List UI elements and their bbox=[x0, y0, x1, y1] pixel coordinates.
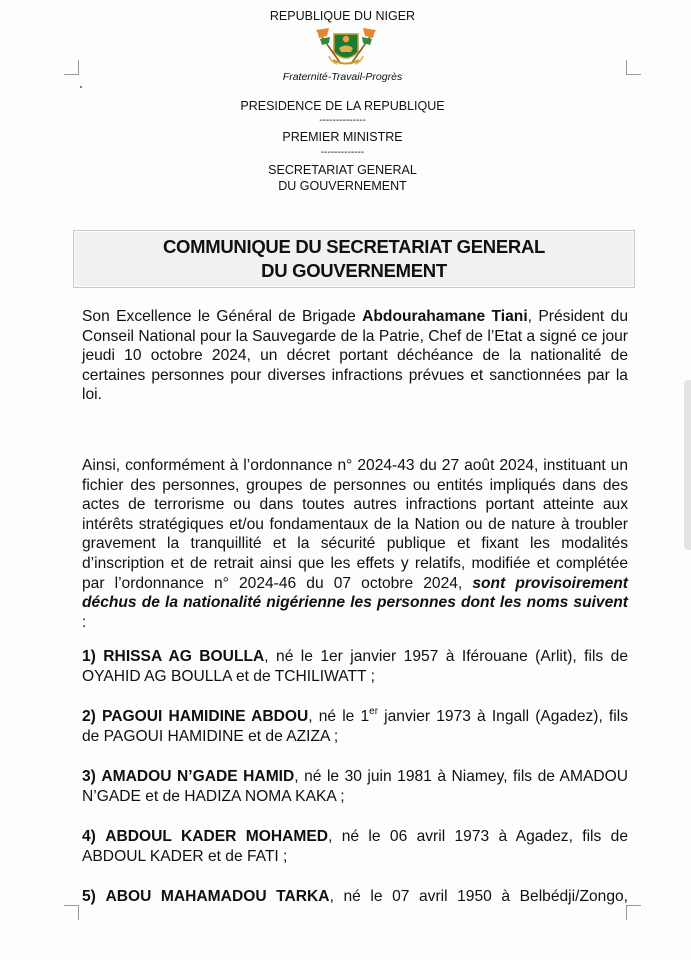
header-prime-minister: PREMIER MINISTRE bbox=[282, 130, 403, 144]
list-item bbox=[82, 767, 628, 807]
list-item bbox=[82, 647, 628, 687]
communique-title-box bbox=[73, 230, 635, 288]
list-item-number: 3) bbox=[82, 768, 96, 785]
person-details-cont: janvier 1973 à Ingall (Agadez), fils de PAGOUI HAMIDINE et de AZIZA ; bbox=[82, 708, 628, 745]
person-name: ABOU MAHAMADOU TARKA bbox=[105, 888, 330, 905]
paragraph-ordinance bbox=[82, 456, 628, 632]
title-line-1: COMMUNIQUE DU SECRETARIAT GENERAL bbox=[162, 236, 546, 257]
person-name: RHISSA AG BOULLA bbox=[103, 648, 265, 665]
person-name: ABDOUL KADER MOHAMED bbox=[105, 828, 329, 845]
head-of-state-name: Abdourahamane Tiani bbox=[362, 308, 528, 325]
paragraph-2-emphasis: sont provisoirement déchus de la nationalité nigérienne les personnes dont les noms suivent bbox=[82, 574, 628, 612]
crop-mark-top-left bbox=[64, 60, 79, 75]
list-item bbox=[82, 827, 628, 867]
stray-dot bbox=[80, 86, 82, 88]
scrollbar[interactable] bbox=[684, 380, 691, 550]
person-name: PAGOUI HAMIDINE ABDOU bbox=[102, 708, 309, 725]
list-item-number: 4) bbox=[82, 828, 96, 845]
person-details: , né le 07 avril 1950 à Belbédji/Zongo, bbox=[329, 888, 628, 905]
paragraph-2-end: : bbox=[82, 613, 87, 631]
header-motto: Fraternité-Travail-Progrès bbox=[282, 71, 403, 83]
person-details: , né le 06 avril 1973 à Agadez, fils de ABDOUL KADER et de FATI ; bbox=[82, 828, 628, 865]
header-separator-2: ------------- bbox=[320, 147, 365, 158]
person-details: , né le 1er janvier 1957 à Iférouane (Arlit), fils de OYAHID AG BOULLA et de TCHILIWATT ; bbox=[82, 648, 628, 685]
list-item-number: 5) bbox=[82, 888, 96, 905]
crop-mark-bottom-right bbox=[626, 905, 641, 920]
header-republic: REPUBLIQUE DU NIGER bbox=[269, 9, 416, 23]
list-item-number: 2) bbox=[82, 708, 96, 725]
crop-mark-bottom-left bbox=[64, 905, 79, 920]
header-secretariat-line1: SECRETARIAT GENERAL bbox=[268, 163, 417, 177]
niger-coat-of-arms-icon bbox=[311, 26, 381, 70]
list-item-number: 1) bbox=[82, 648, 96, 665]
header-presidency: PRESIDENCE DE LA REPUBLIQUE bbox=[240, 99, 445, 113]
crop-mark-top-right bbox=[626, 60, 641, 75]
list-item bbox=[82, 707, 628, 747]
paragraph-1-rest: , Président du Conseil National pour la Sauvegarde de la Patrie, Chef de l’Etat a signé ce jour jeudi 10 octobre 2024, un décret portant déchéance de la nationalité de certaines personnes pour diverses infractions prévues et sanctionnées par la loi. bbox=[82, 308, 628, 404]
title-line-2: DU GOUVERNEMENT bbox=[261, 260, 447, 281]
header-secretariat-line2: DU GOUVERNEMENT bbox=[278, 179, 407, 193]
paragraph-decree bbox=[82, 307, 628, 405]
person-name: AMADOU N’GADE HAMID bbox=[101, 768, 295, 785]
paragraph-1-lead: Son Excellence le Général de Brigade bbox=[82, 308, 363, 325]
paragraph-2-text: Ainsi, conformément à l’ordonnance n° 2024-43 du 27 août 2024, instituant un fichier des personnes, groupes de personnes ou entités impliqués dans des actes de terrorisme ou dans toutes autres infractions portant atteinte aux intérêts stratégiques et/ou fondamentaux de la Nation ou de nature à troubler gravement la tranquillité et la sécurité publique et fixant les modalités d’inscription et de retrait ainsi que les effets y relatifs, modifiée et complétée par l’ordonnance n° 2024-46 du 07 octobre 2024, bbox=[82, 457, 628, 592]
superscript: er bbox=[369, 706, 379, 717]
header-separator-1: -------------- bbox=[319, 115, 366, 126]
list-item bbox=[82, 887, 628, 907]
person-details: , né le 30 juin 1981 à Niamey, fils de AMADOU N’GADE et de HADIZA NOMA KAKA ; bbox=[82, 768, 628, 805]
person-details: , né le 1 bbox=[308, 708, 370, 725]
